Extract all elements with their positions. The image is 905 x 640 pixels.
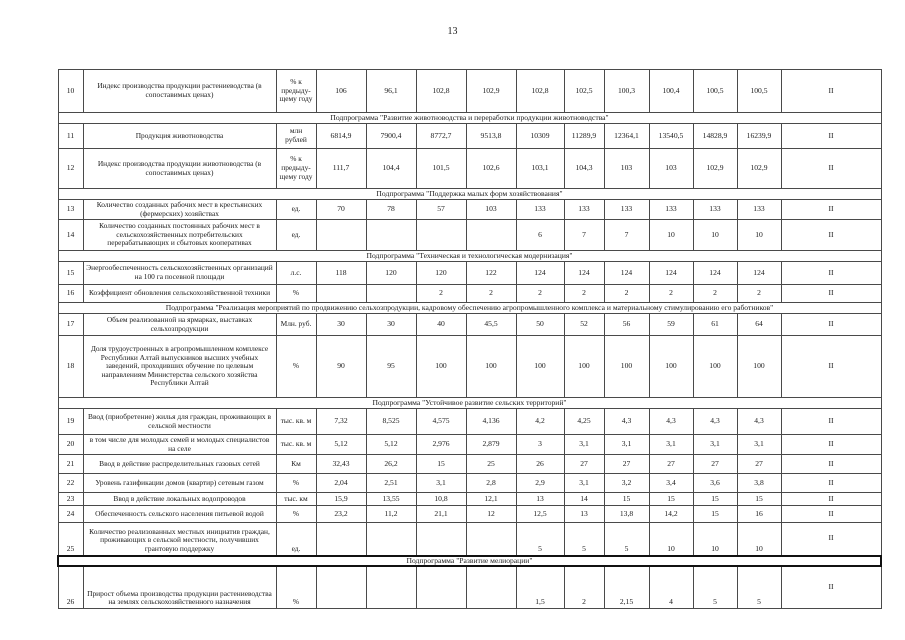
value-cell: 95 — [366, 336, 416, 398]
value-cell: 7900,4 — [366, 124, 416, 149]
value-cell: 13 — [516, 493, 564, 506]
value-cell: 32,43 — [316, 455, 366, 474]
stage-cell: II — [781, 506, 881, 523]
value-cell: 13,8 — [604, 506, 649, 523]
value-cell: 2 — [604, 285, 649, 303]
indicator-name: Ввод (приобретение) жилья для граждан, проживающих в сельской местности — [83, 409, 276, 435]
row-number: 25 — [58, 523, 83, 556]
value-cell: 96,1 — [366, 70, 416, 113]
unit-cell: Км — [276, 455, 316, 474]
value-cell: 4,575 — [416, 409, 466, 435]
value-cell: 103 — [604, 149, 649, 189]
value-cell: 78 — [366, 200, 416, 220]
indicator-name: Индекс производства продукции растениеводства (в сопоставимых ценах) — [83, 70, 276, 113]
value-cell: 27 — [564, 455, 604, 474]
value-cell: 124 — [516, 262, 564, 285]
value-cell: 4,2 — [516, 409, 564, 435]
value-cell: 7,32 — [316, 409, 366, 435]
value-cell: 45,5 — [466, 314, 516, 336]
value-cell: 15,9 — [316, 493, 366, 506]
value-cell: 106 — [316, 70, 366, 113]
value-cell: 100 — [649, 336, 693, 398]
value-cell: 3,2 — [604, 474, 649, 493]
stage-cell: II — [781, 124, 881, 149]
value-cell: 14828,9 — [693, 124, 737, 149]
row-number: 15 — [58, 262, 83, 285]
value-cell: 2,8 — [466, 474, 516, 493]
unit-cell: ед. — [276, 200, 316, 220]
value-cell: 101,5 — [416, 149, 466, 189]
value-cell: 102,8 — [516, 70, 564, 113]
value-cell: 5 — [604, 523, 649, 556]
value-cell: 2 — [564, 285, 604, 303]
value-cell: 133 — [649, 200, 693, 220]
row-number: 11 — [58, 124, 83, 149]
value-cell: 102,8 — [416, 70, 466, 113]
value-cell: 3,6 — [693, 474, 737, 493]
indicators-table — [57, 69, 882, 609]
value-cell: 5 — [693, 566, 737, 608]
table-row — [58, 70, 881, 113]
stage-cell: II — [781, 285, 881, 303]
value-cell: 104,4 — [366, 149, 416, 189]
value-cell: 10 — [737, 220, 781, 251]
value-cell: 7 — [564, 220, 604, 251]
value-cell: 90 — [316, 336, 366, 398]
indicator-name: Уровень газификации домов (квартир) сетевым газом — [83, 474, 276, 493]
unit-cell: ед. — [276, 523, 316, 556]
row-number: 20 — [58, 435, 83, 455]
table-row — [58, 220, 881, 251]
subprogram-header-row — [58, 113, 881, 124]
value-cell: 4,136 — [466, 409, 516, 435]
value-cell: 5 — [516, 523, 564, 556]
table-row — [58, 285, 881, 303]
value-cell: 100 — [516, 336, 564, 398]
stage-cell: II — [781, 200, 881, 220]
value-cell: 124 — [649, 262, 693, 285]
value-cell: 12364,1 — [604, 124, 649, 149]
stage-cell: II — [781, 409, 881, 435]
value-cell: 4,3 — [737, 409, 781, 435]
value-cell: 100 — [466, 336, 516, 398]
value-cell — [466, 566, 516, 608]
value-cell: 3,8 — [737, 474, 781, 493]
value-cell: 40 — [416, 314, 466, 336]
stage-cell: II — [781, 435, 881, 455]
value-cell: 15 — [604, 493, 649, 506]
value-cell: 15 — [737, 493, 781, 506]
table-row — [58, 474, 881, 493]
row-number: 14 — [58, 220, 83, 251]
unit-cell: тыс. кв. м — [276, 409, 316, 435]
value-cell: 104,3 — [564, 149, 604, 189]
value-cell: 6814,9 — [316, 124, 366, 149]
page-number: 13 — [447, 26, 458, 37]
value-cell: 2 — [564, 566, 604, 608]
value-cell — [316, 566, 366, 608]
indicator-name: Продукция животноводства — [83, 124, 276, 149]
value-cell: 16 — [737, 506, 781, 523]
value-cell: 50 — [516, 314, 564, 336]
value-cell: 5 — [737, 566, 781, 608]
indicator-name: Количество созданных постоянных рабочих мест в сельскохозяйственных потребительских перерабатывающих и сбытовых кооперативах — [83, 220, 276, 251]
value-cell: 8,525 — [366, 409, 416, 435]
value-cell: 3,1 — [564, 435, 604, 455]
value-cell: 100 — [737, 336, 781, 398]
row-number: 10 — [58, 70, 83, 113]
value-cell: 12,5 — [516, 506, 564, 523]
row-number: 19 — [58, 409, 83, 435]
value-cell: 103 — [466, 200, 516, 220]
indicator-name: Ввод в действие распределительных газовых сетей — [83, 455, 276, 474]
indicator-name: Объем реализованной на ярмарках, выставках сельхозпродукции — [83, 314, 276, 336]
indicator-name: Количество реализованных местных инициатив граждан, проживающих в сельской местности, получивших грантовую поддержку — [83, 523, 276, 556]
value-cell: 14,2 — [649, 506, 693, 523]
subprogram-header-row — [58, 556, 881, 567]
value-cell: 4,3 — [649, 409, 693, 435]
value-cell: 26,2 — [366, 455, 416, 474]
value-cell: 4 — [649, 566, 693, 608]
value-cell: 2 — [516, 285, 564, 303]
value-cell — [466, 523, 516, 556]
value-cell: 4,3 — [604, 409, 649, 435]
value-cell: 102,9 — [693, 149, 737, 189]
stage-cell: II — [781, 493, 881, 506]
value-cell: 13 — [564, 506, 604, 523]
value-cell: 12 — [466, 506, 516, 523]
value-cell: 16239,9 — [737, 124, 781, 149]
unit-cell: Млн. руб. — [276, 314, 316, 336]
subprogram-header-row — [58, 251, 881, 262]
value-cell: 103 — [649, 149, 693, 189]
value-cell: 3,1 — [737, 435, 781, 455]
stage-cell: II — [781, 314, 881, 336]
row-number: 21 — [58, 455, 83, 474]
value-cell: 12,1 — [466, 493, 516, 506]
value-cell: 23,2 — [316, 506, 366, 523]
value-cell — [416, 566, 466, 608]
value-cell: 27 — [604, 455, 649, 474]
value-cell: 52 — [564, 314, 604, 336]
row-number: 23 — [58, 493, 83, 506]
unit-cell: % — [276, 336, 316, 398]
value-cell: 2,51 — [366, 474, 416, 493]
value-cell: 118 — [316, 262, 366, 285]
value-cell: 10 — [693, 523, 737, 556]
table-row — [58, 435, 881, 455]
value-cell: 57 — [416, 200, 466, 220]
value-cell: 13540,5 — [649, 124, 693, 149]
value-cell — [416, 220, 466, 251]
value-cell: 8772,7 — [416, 124, 466, 149]
table-row — [58, 455, 881, 474]
value-cell: 100 — [693, 336, 737, 398]
stage-cell: II — [781, 149, 881, 189]
unit-cell: % к предыду-щему году — [276, 70, 316, 113]
table-row — [58, 149, 881, 189]
table-row — [58, 493, 881, 506]
subprogram-header-row — [58, 303, 881, 314]
value-cell: 5 — [564, 523, 604, 556]
value-cell: 10 — [649, 220, 693, 251]
value-cell: 100 — [604, 336, 649, 398]
value-cell: 64 — [737, 314, 781, 336]
subprogram-header-row — [58, 189, 881, 200]
subprogram-title: Подпрограмма "Техническая и технологическая модернизация" — [58, 251, 881, 262]
value-cell: 3,1 — [416, 474, 466, 493]
value-cell: 124 — [604, 262, 649, 285]
value-cell: 21,1 — [416, 506, 466, 523]
value-cell: 5,12 — [316, 435, 366, 455]
value-cell: 59 — [649, 314, 693, 336]
value-cell: 6 — [516, 220, 564, 251]
indicator-name: Ввод в действие локальных водопроводов — [83, 493, 276, 506]
value-cell — [366, 220, 416, 251]
row-number: 22 — [58, 474, 83, 493]
value-cell: 122 — [466, 262, 516, 285]
value-cell — [316, 220, 366, 251]
value-cell: 10 — [693, 220, 737, 251]
value-cell: 15 — [693, 506, 737, 523]
value-cell: 102,5 — [564, 70, 604, 113]
value-cell: 124 — [564, 262, 604, 285]
value-cell — [466, 220, 516, 251]
unit-cell: % к предыду-щему году — [276, 149, 316, 189]
value-cell: 100,5 — [693, 70, 737, 113]
row-number: 16 — [58, 285, 83, 303]
table-row — [58, 523, 881, 556]
value-cell: 10 — [737, 523, 781, 556]
value-cell: 5,12 — [366, 435, 416, 455]
indicator-name: Количество созданных рабочих мест в крестьянских (фермерских) хозяйствах — [83, 200, 276, 220]
value-cell: 2,15 — [604, 566, 649, 608]
value-cell: 14 — [564, 493, 604, 506]
value-cell: 27 — [737, 455, 781, 474]
table-row — [58, 566, 881, 608]
value-cell — [366, 566, 416, 608]
unit-cell: тыс. кв. м — [276, 435, 316, 455]
value-cell: 3,1 — [649, 435, 693, 455]
stage-cell: II — [781, 474, 881, 493]
value-cell: 1,5 — [516, 566, 564, 608]
value-cell: 70 — [316, 200, 366, 220]
value-cell: 102,6 — [466, 149, 516, 189]
value-cell: 100,4 — [649, 70, 693, 113]
value-cell: 26 — [516, 455, 564, 474]
indicator-name: Доля трудоустроенных в агропромышленном комплексе Республики Алтай выпускников высших учебных заведений, проходивших обучение по целевым направлениям Министерства сельского хозяйства Республики Алтай — [83, 336, 276, 398]
unit-cell: % — [276, 474, 316, 493]
value-cell: 56 — [604, 314, 649, 336]
value-cell: 3,1 — [604, 435, 649, 455]
value-cell: 100 — [416, 336, 466, 398]
value-cell: 100,3 — [604, 70, 649, 113]
value-cell: 120 — [366, 262, 416, 285]
indicator-name: Энергообеспеченность сельскохозяйственных организаций на 100 га посевной площади — [83, 262, 276, 285]
value-cell: 2 — [737, 285, 781, 303]
value-cell: 13,55 — [366, 493, 416, 506]
unit-cell: л.с. — [276, 262, 316, 285]
value-cell — [316, 523, 366, 556]
stage-cell: II — [781, 336, 881, 398]
table-row — [58, 506, 881, 523]
indicator-name: Индекс производства продукции животноводства (в сопоставимых ценах) — [83, 149, 276, 189]
value-cell: 4,25 — [564, 409, 604, 435]
value-cell: 10 — [649, 523, 693, 556]
indicator-name: в том числе для молодых семей и молодых специалистов на селе — [83, 435, 276, 455]
row-number: 12 — [58, 149, 83, 189]
value-cell: 9513,8 — [466, 124, 516, 149]
value-cell: 2,9 — [516, 474, 564, 493]
value-cell — [416, 523, 466, 556]
row-number: 17 — [58, 314, 83, 336]
subprogram-header-row — [58, 398, 881, 409]
unit-cell: тыс. км — [276, 493, 316, 506]
subprogram-title: Подпрограмма "Поддержка малых форм хозяйствования" — [58, 189, 881, 200]
value-cell: 100 — [564, 336, 604, 398]
value-cell: 2 — [693, 285, 737, 303]
stage-cell: II — [781, 220, 881, 251]
value-cell: 124 — [737, 262, 781, 285]
value-cell: 100,5 — [737, 70, 781, 113]
value-cell: 15 — [649, 493, 693, 506]
value-cell: 10309 — [516, 124, 564, 149]
value-cell: 11289,9 — [564, 124, 604, 149]
row-number: 18 — [58, 336, 83, 398]
value-cell: 15 — [693, 493, 737, 506]
subprogram-title: Подпрограмма "Развитие животноводства и переработки продукции животноводства" — [58, 113, 881, 124]
value-cell: 30 — [316, 314, 366, 336]
value-cell: 124 — [693, 262, 737, 285]
subprogram-title: Подпрограмма "Устойчивое развитие сельских территорий" — [58, 398, 881, 409]
table-row — [58, 200, 881, 220]
value-cell — [366, 523, 416, 556]
table-row — [58, 336, 881, 398]
indicator-name: Прирост объема производства продукции растениеводства на землях сельскохозяйственного назначения — [83, 566, 276, 608]
row-number: 24 — [58, 506, 83, 523]
value-cell: 2,879 — [466, 435, 516, 455]
value-cell: 7 — [604, 220, 649, 251]
table-row — [58, 262, 881, 285]
value-cell: 103,1 — [516, 149, 564, 189]
value-cell: 4,3 — [693, 409, 737, 435]
value-cell: 3,1 — [564, 474, 604, 493]
stage-cell: II — [781, 523, 881, 556]
value-cell: 3,4 — [649, 474, 693, 493]
stage-cell: II — [781, 70, 881, 113]
stage-cell: II — [781, 455, 881, 474]
value-cell: 2 — [649, 285, 693, 303]
unit-cell: ед. — [276, 220, 316, 251]
unit-cell: % — [276, 506, 316, 523]
value-cell: 102,9 — [737, 149, 781, 189]
indicator-name: Коэффициент обновления сельскохозяйственной техники — [83, 285, 276, 303]
value-cell: 2,976 — [416, 435, 466, 455]
table-row — [58, 124, 881, 149]
value-cell: 102,9 — [466, 70, 516, 113]
table-row — [58, 314, 881, 336]
value-cell: 25 — [466, 455, 516, 474]
value-cell: 2 — [416, 285, 466, 303]
value-cell: 15 — [416, 455, 466, 474]
value-cell — [316, 285, 366, 303]
value-cell: 133 — [564, 200, 604, 220]
value-cell: 2,04 — [316, 474, 366, 493]
value-cell: 61 — [693, 314, 737, 336]
unit-cell: % — [276, 566, 316, 608]
value-cell: 3,1 — [693, 435, 737, 455]
value-cell: 111,7 — [316, 149, 366, 189]
subprogram-title: Подпрограмма "Реализация мероприятий по продвижению сельхозпродукции, кадровому обеспечению агропромышленного комплекса и материальному стимулированию его работников" — [58, 303, 881, 314]
value-cell: 120 — [416, 262, 466, 285]
value-cell: 27 — [693, 455, 737, 474]
value-cell: 133 — [516, 200, 564, 220]
row-number: 13 — [58, 200, 83, 220]
indicator-name: Обеспеченность сельского населения питьевой водой — [83, 506, 276, 523]
value-cell: 133 — [737, 200, 781, 220]
value-cell: 30 — [366, 314, 416, 336]
value-cell: 11,2 — [366, 506, 416, 523]
table-row — [58, 409, 881, 435]
row-number: 26 — [58, 566, 83, 608]
stage-cell: II — [781, 566, 881, 608]
value-cell: 27 — [649, 455, 693, 474]
subprogram-title: Подпрограмма "Развитие мелиорации" — [58, 556, 881, 567]
stage-cell: II — [781, 262, 881, 285]
value-cell: 133 — [604, 200, 649, 220]
value-cell: 133 — [693, 200, 737, 220]
value-cell: 2 — [466, 285, 516, 303]
unit-cell: млн рублей — [276, 124, 316, 149]
value-cell: 3 — [516, 435, 564, 455]
unit-cell: % — [276, 285, 316, 303]
value-cell — [366, 285, 416, 303]
value-cell: 10,8 — [416, 493, 466, 506]
